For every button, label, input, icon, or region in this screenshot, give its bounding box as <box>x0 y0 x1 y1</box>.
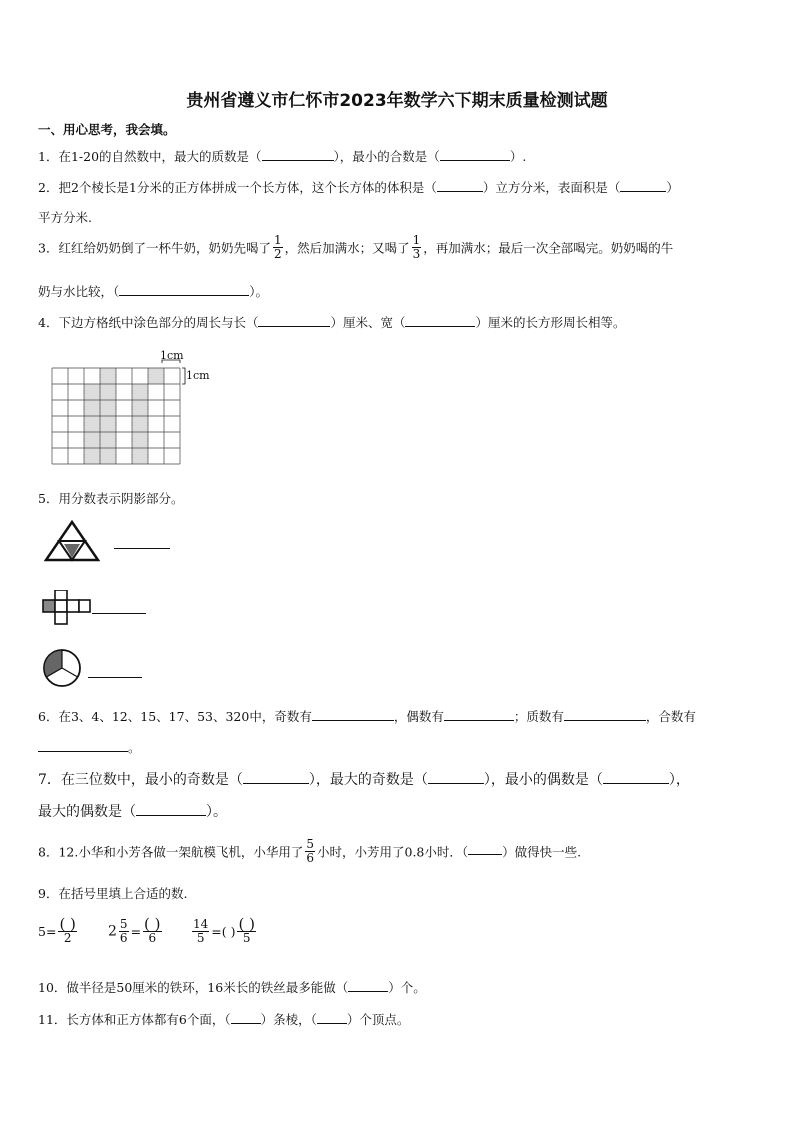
answer-blank[interactable] <box>258 314 330 327</box>
fraction: $\frac{14}{5}$ <box>193 917 209 945</box>
equation-2: 2 $\frac{5}{6}$ = $\frac{( )}{6}$ <box>108 915 161 945</box>
fraction: $\frac{5}{6}$ <box>119 917 128 945</box>
pie-figure <box>40 649 86 689</box>
fraction: $\frac{5}{6}$ <box>306 837 314 865</box>
answer-blank[interactable] <box>468 842 502 855</box>
question-4: 4．下边方格纸中涂色部分的周长与长（ ）厘米、宽（ ）厘米的长方形周长相等。 <box>38 315 626 330</box>
question-3: 3．红红给奶奶倒了一杯牛奶，奶奶先喝了 $\frac{1}{2}$ ，然后加满水；又喝了 $\frac{1}{3}$ ，再加满水；最后一次全部喝完。奶奶喝的牛 <box>38 233 674 261</box>
answer-blank[interactable] <box>437 179 483 192</box>
answer-blank[interactable] <box>348 979 388 992</box>
answer-blank[interactable] <box>38 739 128 752</box>
answer-blank[interactable] <box>603 769 669 784</box>
cross-net-figure <box>42 590 92 626</box>
question-2: 2．把2个棱长是1分米的正方体拼成一个长方体，这个长方体的体积是（ ）立方分米，表面积是（ ） <box>38 180 679 195</box>
answer-blank[interactable] <box>262 148 334 161</box>
grid-figure <box>44 355 194 467</box>
fraction: $\frac{( )}{5}$ <box>238 915 255 945</box>
question-8: 8．12.小华和小芳各做一架航模飞机，小华用了 $\frac{5}{6}$ 小时，小芳用了0.8小时．（ ）做得快一些. <box>38 837 582 865</box>
fraction: $\frac{( )}{6}$ <box>144 915 161 945</box>
answer-blank[interactable] <box>564 708 646 721</box>
answer-blank[interactable] <box>119 283 249 296</box>
grid-height-label: 1cm <box>186 369 210 382</box>
answer-blank[interactable] <box>440 148 510 161</box>
answer-blank[interactable] <box>428 769 484 784</box>
fraction: $\frac{1}{2}$ <box>273 233 282 261</box>
question-11: 11．长方体和正方体都有6个面，（ ）条棱，（ ）个顶点。 <box>38 1012 410 1027</box>
answer-blank[interactable] <box>317 1011 347 1024</box>
question-9: 9．在括号里填上合适的数. <box>38 886 188 901</box>
equation-1: 5= $\frac{( )}{2}$ <box>38 915 76 945</box>
grid-width-label: 1cm <box>160 349 184 362</box>
answer-blank[interactable] <box>243 769 309 784</box>
page-title: 贵州省遵义市仁怀市2023年数学六下期末质量检测试题 <box>186 91 608 111</box>
question-5: 5．用分数表示阴影部分。 <box>38 491 184 506</box>
answer-blank[interactable] <box>405 314 475 327</box>
question-7-line2: 最大的偶数是（ ）。 <box>38 801 227 821</box>
section-heading: 一、用心思考，我会填。 <box>38 122 176 137</box>
question-2-line2: 平方分米. <box>38 210 92 225</box>
answer-blank[interactable] <box>92 613 146 614</box>
question-10: 10．做半径是50厘米的铁环，16米长的铁丝最多能做（ ）个。 <box>38 980 426 995</box>
question-1: 1．在1-20的自然数中，最大的质数是（ ），最小的合数是（ ）. <box>38 149 527 164</box>
answer-blank[interactable] <box>136 801 206 816</box>
answer-blank[interactable] <box>231 1011 261 1024</box>
answer-blank[interactable] <box>88 677 142 678</box>
answer-blank[interactable] <box>312 708 394 721</box>
triangle-figure <box>44 520 100 562</box>
question-6-line2: 。 <box>38 738 141 756</box>
question-6: 6．在3、4、12、15、17、53、320中，奇数有 ，偶数有 ；质数有 ，合数有 <box>38 709 696 724</box>
question-3-line2: 奶与水比较，（ ）。 <box>38 284 269 299</box>
answer-blank[interactable] <box>114 548 170 549</box>
answer-blank[interactable] <box>620 179 666 192</box>
equation-3: $\frac{14}{5}$ =( ) $\frac{( )}{5}$ <box>193 915 255 945</box>
answer-blank[interactable] <box>444 708 514 721</box>
question-7: 7．在三位数中，最小的奇数是（ ），最大的奇数是（ ），最小的偶数是（ ）， <box>38 769 690 789</box>
fraction: $\frac{( )}{2}$ <box>59 915 76 945</box>
fraction: $\frac{1}{3}$ <box>412 233 421 261</box>
